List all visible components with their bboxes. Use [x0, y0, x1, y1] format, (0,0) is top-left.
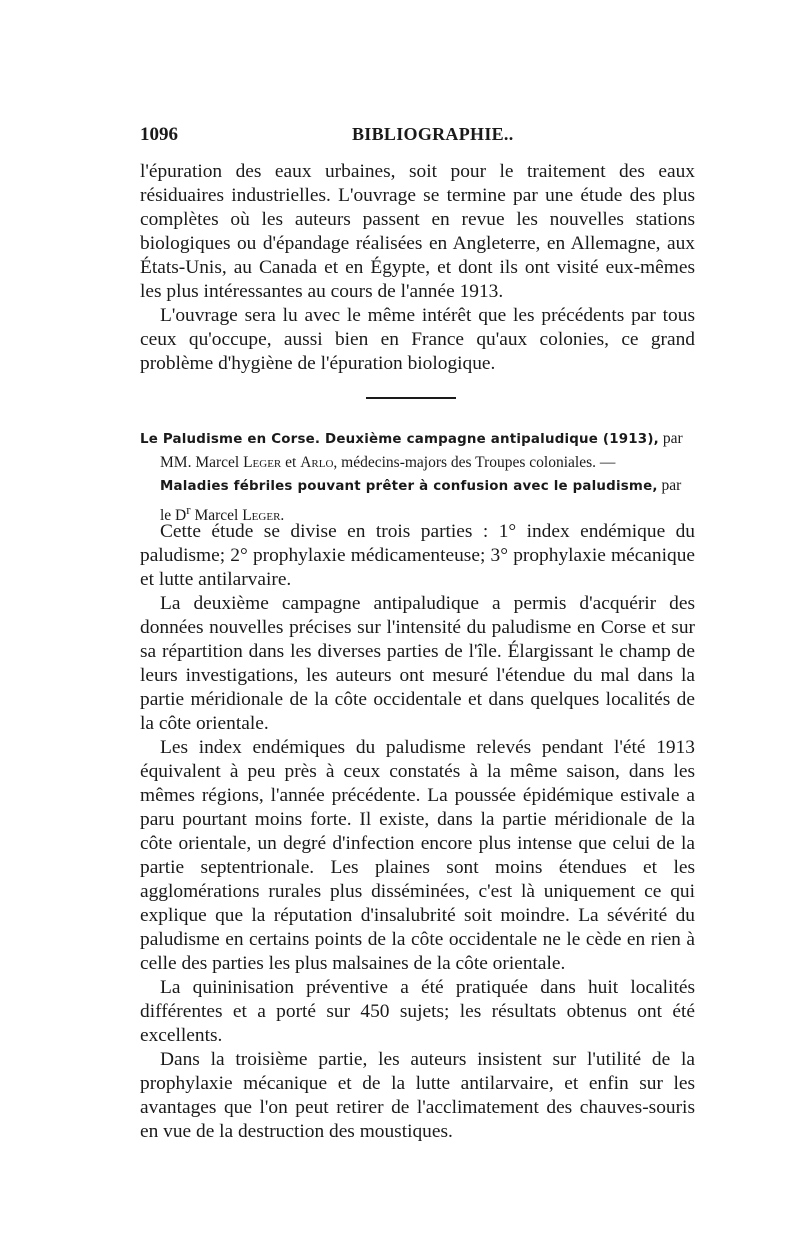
bibliographic-entry [140, 427, 695, 527]
entry-title: Le Paludisme en Corse. Deuxième campagne antipaludique (1913), [140, 432, 659, 447]
par-label: par [662, 430, 683, 447]
paragraph: Les index endémiques du paludisme relevés pendant l'été 1913 équivalent à peu près à ceux constatés à la même saison, dans les mêmes régions, l'année précédente. La poussée épidémique estivale a paru pourtant moins forte. Il existe, dans la partie méridionale de la côte orientale, un degré d'infection encore plus intense que celui de la partie septentrionale. Les plaines sont moins étendues et les agglomérations rurales plus disséminées, c'est là uniquement ce qui explique que la réputation d'insalubrité soit moindre. La sévérité du paludisme en certains points de la côte occidentale ne le cède en rien à celle des parties les plus malsaines de la côte orientale. [140, 737, 695, 974]
doctor-sup: r [186, 502, 191, 517]
paragraph: Cette étude se divise en trois parties : 1° index endémique du paludisme; 2° prophylaxie médicamenteuse; 3° prophylaxie mécanique et lutte antilarvaire. [140, 521, 695, 590]
entry-subtitle-line [140, 474, 695, 498]
author-name: Leger [243, 454, 282, 471]
conjunction: et [285, 454, 297, 471]
entry-title-line [140, 427, 695, 451]
section-divider [366, 397, 456, 399]
authors-prefix: MM. Marcel [160, 454, 240, 471]
review-text [140, 520, 695, 1144]
page-number: 1096 [140, 124, 178, 145]
paragraph: La deuxième campagne antipaludique a permis d'acquérir des données nouvelles précises sur l'intensité du paludisme en Corse et sur sa répartition dans les diverses parties de l'île. Élargissant le champ de leurs investigations, les auteurs ont mesuré l'étendue du mal dans la partie méridionale de la côte occidentale et dans quelques localités de la côte orientale. [140, 593, 695, 734]
author-name: Arlo [300, 454, 334, 471]
page-header [140, 124, 695, 148]
doctor-last-name: Leger. [242, 507, 285, 525]
paragraph: Dans la troisième partie, les auteurs insistent sur l'utilité de la prophylaxie mécanique et de la lutte antilarvaire, et enfin sur les avantages que l'on peut retirer de l'acclimatement des chauves-souris en vue de la destruction des moustiques. [140, 1049, 695, 1142]
paragraph: La quininisation préventive a été pratiquée dans huit localités différentes et a porté sur 450 sujets; les résultats obtenus ont été excellents. [140, 977, 695, 1046]
entry-authors-line [140, 451, 695, 474]
continued-text [140, 160, 695, 376]
doctor-first-name: Marcel [194, 507, 239, 525]
par-label: par [661, 477, 682, 494]
doctor-prefix: le D [160, 507, 187, 525]
authors-suffix: , médecins-majors des Troupes coloniales. — [333, 454, 616, 471]
entry-subtitle: Maladies fébriles pouvant prêter à confusion avec le paludisme, [160, 479, 658, 494]
paragraph: L'ouvrage sera lu avec le même intérêt que les précédents par tous ceux qu'occupe, aussi bien en France qu'aux colonies, ce grand problème d'hygiène de l'épuration biologique. [140, 305, 695, 374]
running-title: BIBLIOGRAPHIE.. [352, 124, 514, 144]
paragraph: l'épuration des eaux urbaines, soit pour le traitement des eaux résiduaires industrielles. L'ouvrage se termine par une étude des plus complètes où les auteurs passent en revue les nouvelles stations biologiques ou d'épandage réalisées en Angleterre, en Allemagne, aux États-Unis, au Canada et en Égypte, et dont ils ont visité eux-mêmes les plus intéressantes au cours de l'année 1913. [140, 161, 695, 302]
